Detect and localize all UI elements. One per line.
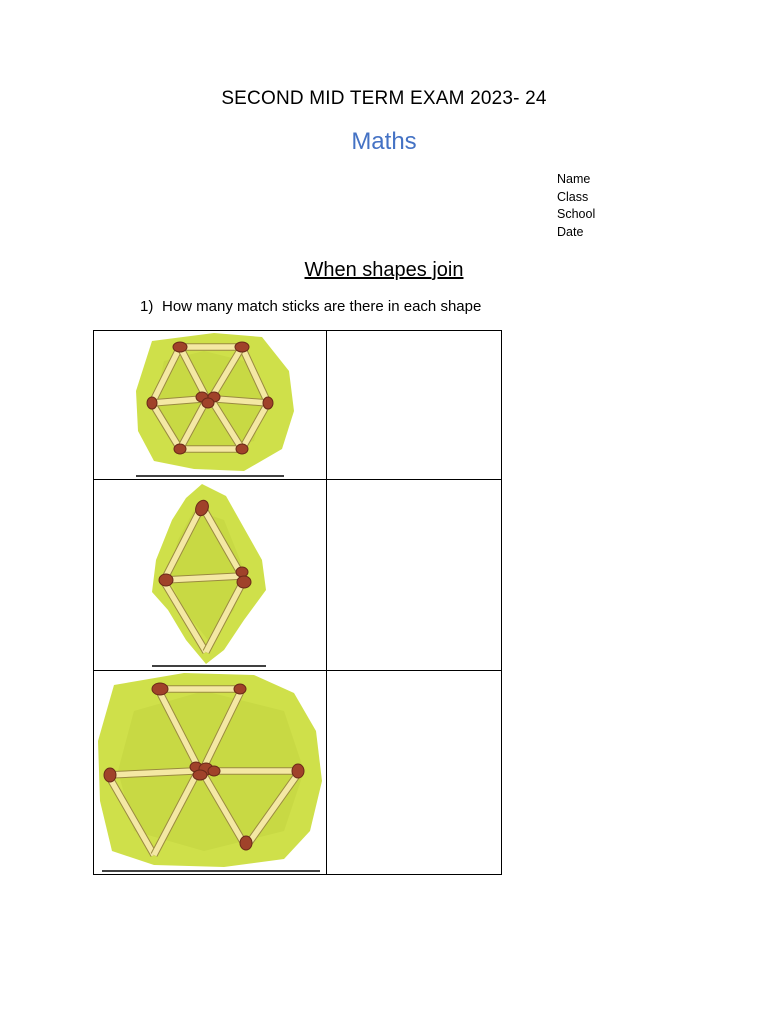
- table-row: [94, 480, 502, 671]
- table-row: [94, 671, 502, 875]
- hexagon-matchstick-image: [94, 331, 326, 479]
- shape-cell-2: [94, 480, 327, 671]
- shape-cell-1: [94, 331, 327, 480]
- question-1: [140, 298, 481, 315]
- section-heading: When shapes join: [304, 259, 464, 281]
- diamond-matchstick-image: [94, 480, 326, 670]
- answer-cell-2[interactable]: [327, 480, 502, 671]
- info-class-label: Class: [557, 189, 589, 204]
- triangles-matchstick-image: [94, 671, 326, 874]
- answer-cell-3[interactable]: [327, 671, 502, 875]
- question-text: How many match sticks are there in each shape: [162, 298, 482, 315]
- table-row: [94, 331, 502, 480]
- info-school-label: School: [557, 207, 596, 221]
- answer-cell-1[interactable]: [327, 331, 502, 480]
- question-number: 1): [140, 298, 154, 315]
- info-name-label: Name: [557, 172, 591, 186]
- shape-cell-3: [94, 671, 327, 875]
- info-date-label: Date: [557, 224, 584, 239]
- student-info-block: [557, 171, 595, 241]
- exam-title: SECOND MID TERM EXAM 2023- 24: [221, 88, 547, 109]
- answer-table: [93, 330, 502, 875]
- subject-title: Maths: [351, 128, 417, 155]
